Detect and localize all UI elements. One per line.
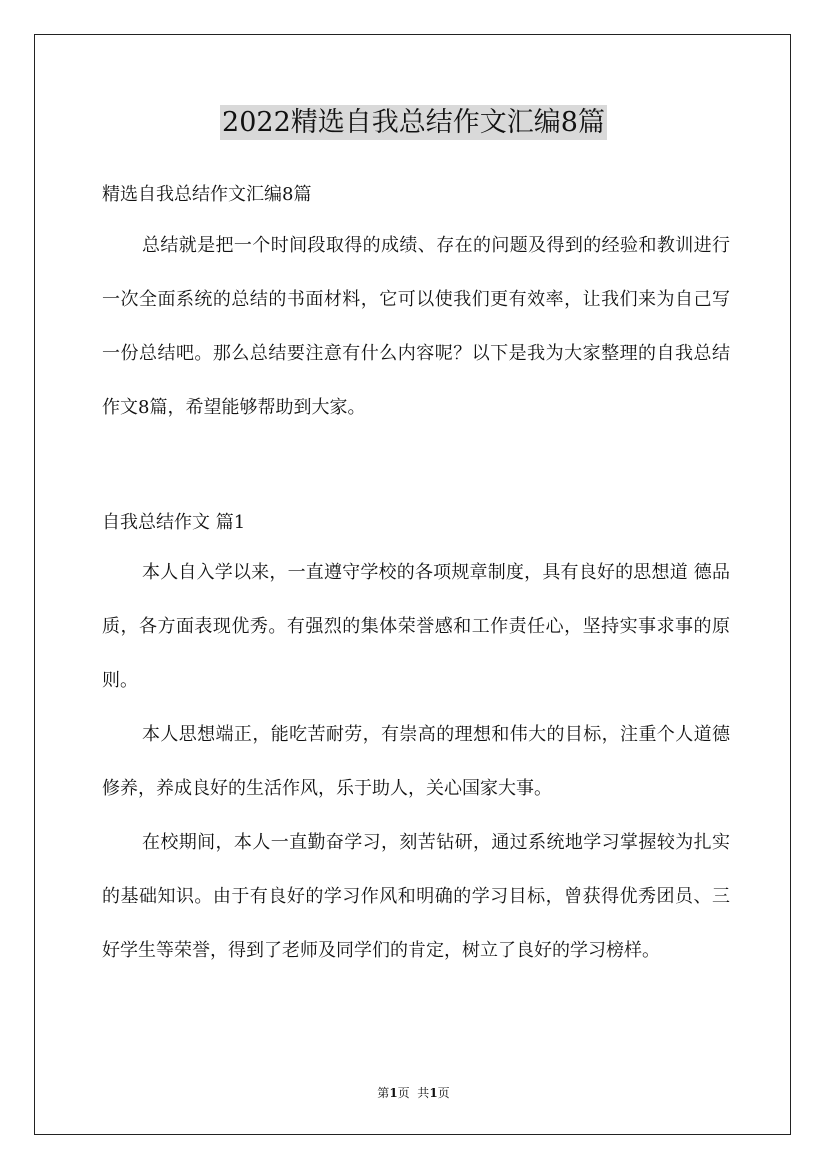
section-paragraph: 在校期间，本人一直勤奋学习，刻苦钻研，通过系统地学习掌握较为扎实的基础知识。由于有良好的学习作风和明确的学习目标，曾获得优秀团员、三好学生等荣誉，得到了老师及同学们的肯定，树立了良好的学习榜样。: [102, 832, 730, 961]
intro-paragraph: 总结就是把一个时间段取得的成绩、存在的问题及得到的经验和教训进行一次全面系统的总结的书面材料，它可以使我们更有效率，让我们来为自己写一份总结吧。那么总结要注意有什么内容呢？以下是我为大家整理的自我总结作文8篇，希望能够帮助到大家。: [102, 235, 730, 418]
document-title-text: 2022精选自我总结作文汇编8篇: [222, 107, 605, 138]
footer-page-total: 1: [429, 1086, 438, 1100]
section-paragraph: 本人思想端正，能吃苦耐劳，有崇高的理想和伟大的目标，注重个人道德修养，养成良好的生活作风，乐于助人，关心国家大事。: [102, 724, 730, 799]
footer-page-mid: 页 共: [397, 1086, 430, 1100]
footer-page-prefix: 第: [377, 1086, 390, 1100]
document-subtitle: 精选自我总结作文汇编8篇: [102, 184, 312, 205]
footer-page-number: 1: [389, 1086, 398, 1100]
page-footer: [0, 1084, 827, 1101]
footer-page-suffix: 页: [437, 1086, 450, 1100]
section-heading: 自我总结作文 篇1: [102, 512, 246, 533]
document-title: [0, 100, 827, 139]
section-paragraph: 本人自入学以来，一直遵守学校的各项规章制度，具有良好的思想道 德品质，各方面表现优秀。有强烈的集体荣誉感和工作责任心，坚持实事求事的原则。: [102, 562, 730, 691]
